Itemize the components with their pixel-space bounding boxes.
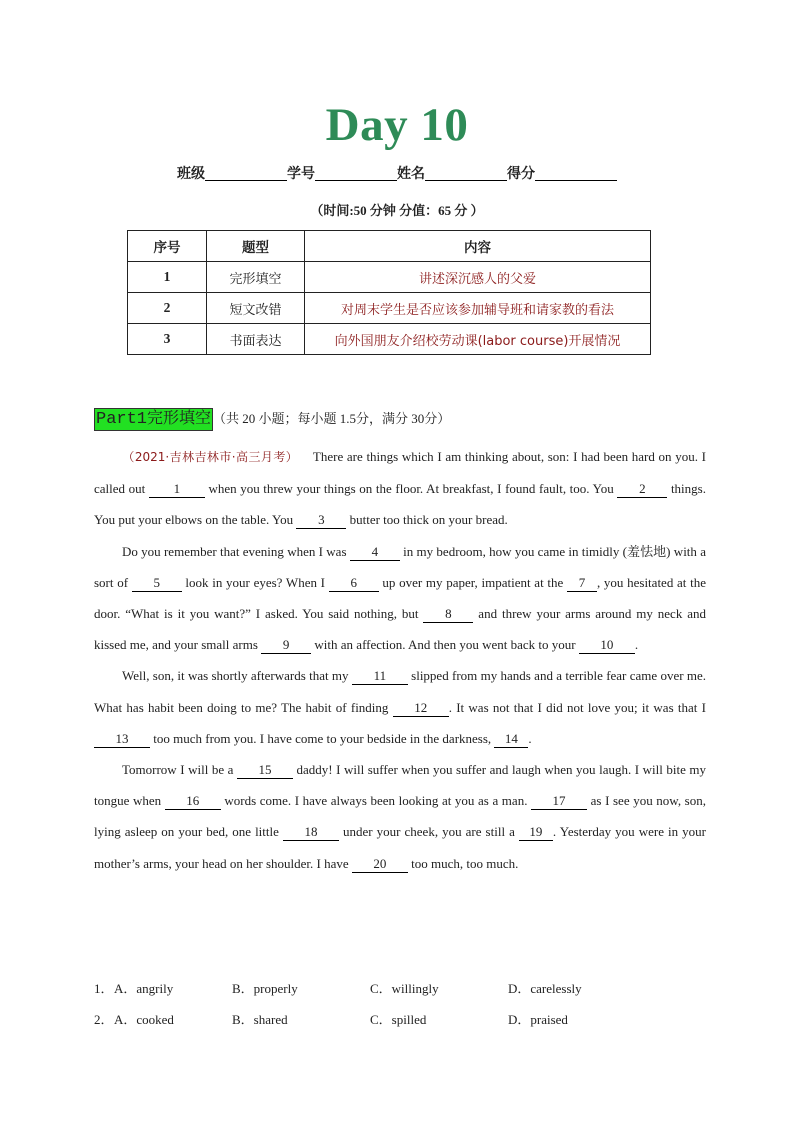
passage-text: in my bedroom, how you came in timidly (羞怯地) with a sort of (94, 543, 706, 590)
option-d[interactable]: D．carelessly (508, 981, 582, 996)
passage-text: look in your eyes? When I (181, 574, 329, 590)
row-type: 短文改错 (207, 293, 305, 324)
blank-13[interactable]: 13 (94, 731, 150, 748)
part-note: （共 20 小题；每小题 1.5分，满分 30分） (213, 411, 451, 426)
row-type: 书面表达 (207, 324, 305, 355)
header-content: 内容 (305, 231, 651, 262)
time-score-line: （时间:50 分钟 分值：65 分 ） (310, 203, 484, 218)
blank-16[interactable]: 16 (165, 793, 221, 810)
passage-text: things. You put your elbows on the table. You (94, 481, 706, 528)
passage-text: , you hesitated at the door. “What is it you want?” I asked. You said nothing, but (94, 574, 706, 622)
class-label: 班级 (177, 167, 205, 182)
passage-text: butter too thick on your bread. (346, 512, 508, 528)
row-content: 讲述深沉感人的父爱 (305, 262, 651, 293)
class-field[interactable] (205, 166, 287, 181)
blank-14[interactable]: 14 (494, 731, 528, 748)
blank-18[interactable]: 18 (283, 824, 339, 841)
passage-paragraph (94, 536, 706, 661)
passage-text: . Yesterday you were in your mother’s arms, your head on her shoulder. I have (94, 824, 706, 871)
score-label: 得分 (507, 167, 535, 182)
passage-text: Do you remember that evening when I was (122, 543, 350, 559)
row-seq: 2 (128, 293, 207, 324)
passage-text: Tomorrow I will be a (122, 762, 237, 778)
passage-text: Well, son, it was shortly afterwards that my (122, 668, 352, 684)
name-field[interactable] (425, 166, 507, 181)
passage-text: . (634, 637, 639, 653)
part-number: Part1 (96, 410, 148, 429)
cloze-passage (94, 441, 706, 879)
header-seq: 序号 (128, 231, 207, 262)
header-type: 题型 (207, 231, 305, 262)
row-content: 向外国朋友介绍校劳动课(labor course)开展情况 (305, 324, 651, 355)
option-b[interactable]: B．shared (232, 1012, 288, 1027)
blank-6[interactable]: 6 (329, 575, 379, 592)
table-row (128, 324, 651, 355)
part-name: 完形填空 (147, 408, 212, 427)
passage-text: under your cheek, you are still a (338, 824, 519, 840)
contents-table (127, 230, 651, 355)
blank-10[interactable]: 10 (579, 637, 635, 654)
option-a[interactable]: A．cooked (114, 1012, 174, 1027)
table-row (128, 293, 651, 324)
passage-text: daddy! I will suffer when you suffer and laugh when you laugh. I will bite my tongue when (94, 762, 706, 809)
blank-5[interactable]: 5 (132, 575, 182, 592)
blank-11[interactable]: 11 (352, 668, 408, 685)
passage-text: up over my paper, impatient at the (378, 574, 567, 590)
passage-text: There are things which I am thinking about, son: I had been hard on you. I called out (94, 449, 706, 497)
blank-1[interactable]: 1 (149, 481, 205, 498)
blank-2[interactable]: 2 (617, 481, 667, 498)
student-info-line (0, 163, 794, 183)
blank-17[interactable]: 17 (531, 793, 587, 810)
passage-paragraph (94, 660, 706, 754)
id-label: 学号 (287, 167, 315, 182)
passage-paragraph (94, 441, 706, 536)
blank-20[interactable]: 20 (352, 856, 408, 873)
passage-text: as I see you now, son, lying asleep on your bed, one little (94, 793, 706, 840)
blank-9[interactable]: 9 (261, 637, 311, 654)
passage-text: . (528, 730, 532, 746)
passage-text: when you threw your things on the floor. At breakfast, I found fault, too. You (204, 481, 618, 497)
part-tag (94, 408, 213, 431)
row-type: 完形填空 (207, 262, 305, 293)
option-c[interactable]: C．willingly (370, 981, 439, 996)
option-c[interactable]: C．spilled (370, 1012, 427, 1027)
passage-text: and threw your arms around my neck and kissed me, and your small arms (94, 606, 706, 653)
id-field[interactable] (315, 166, 397, 181)
table-row (128, 262, 651, 293)
passage-text: too much, too much. (407, 855, 519, 871)
blank-12[interactable]: 12 (393, 700, 449, 717)
page-title: Day 10 (325, 99, 469, 151)
passage-text: . It was not that I did not love you; it was that I (448, 699, 706, 715)
passage-text: words come. I have always been looking at you as a man. (220, 793, 532, 809)
blank-4[interactable]: 4 (350, 544, 400, 561)
blank-19[interactable]: 19 (519, 824, 553, 841)
table-header-row (128, 231, 651, 262)
passage-source: （2021·吉林吉林市·高三月考） (122, 450, 299, 464)
part-heading (94, 405, 450, 429)
question-number: 1． (94, 981, 114, 996)
name-label: 姓名 (397, 167, 425, 182)
row-content: 对周末学生是否应该参加辅导班和请家教的看法 (305, 293, 651, 324)
passage-text: with an affection. And then you went back to your (311, 637, 579, 653)
score-field[interactable] (535, 166, 617, 181)
option-a[interactable]: A．angrily (114, 981, 174, 996)
question-number: 2． (94, 1012, 114, 1027)
option-b[interactable]: B．properly (232, 981, 298, 996)
blank-15[interactable]: 15 (237, 762, 293, 779)
row-seq: 3 (128, 324, 207, 355)
row-seq: 1 (128, 262, 207, 293)
blank-3[interactable]: 3 (296, 512, 346, 529)
passage-text: slipped from my hands and a terrible fear came over me. What has habit been doing to me? The habit of finding (94, 668, 706, 715)
passage-paragraph (94, 754, 706, 879)
blank-8[interactable]: 8 (423, 606, 473, 623)
passage-text: too much from you. I have come to your bedside in the darkness, (150, 730, 495, 746)
blank-7[interactable]: 7 (567, 575, 597, 592)
option-d[interactable]: D．praised (508, 1012, 568, 1027)
